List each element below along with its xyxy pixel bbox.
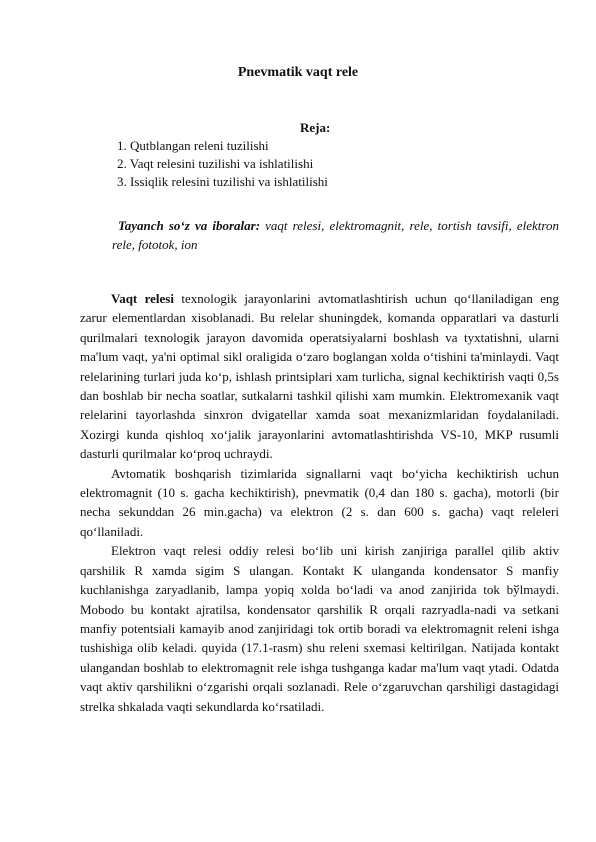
- plan-heading: Reja:: [300, 120, 331, 135]
- keywords-label: Tayanch so‘z va iboralar:: [118, 218, 261, 233]
- keywords-block: [112, 216, 559, 254]
- paragraph: [80, 289, 559, 464]
- paragraph: [80, 464, 559, 542]
- body-text: [80, 289, 559, 716]
- paragraph: [80, 541, 559, 716]
- plan-item: 3. Issiqlik relesini tuzilishi va ishlatilishi: [117, 174, 328, 189]
- paragraph-text: Elektron vaqt relesi oddiy relesi bo‘lib uni kirish zanjiriga parallel qilib aktiv qarshilik R xamda sigim S ulangan. Kontakt K ulanganda kondensator S manfiy kuchlanishga zaryadlanib, lampa yopiq xolda bo‘ladi va anod zanjirida tok bўlmaydi. Mobodo bu kontakt ajratilsa, kondensator qarshilik R orqali razryadla-nadi va setkani manfiy potentsiali kamayib anod zanjiridagi tok ortib boradi va elektromagnit releni ishga tushishiga olib keladi. quyida (17.1-rasm) shu releni sxemasi keltirilgan. Natijada kontakt ulangandan boshlab to elektromagnit rele ishga tushganga kadar ma'lum vaqt ytadi. Odatda vaqt aktiv qarshilikni o‘zgarishi orqali sozlanadi. Rele o‘zgaruvchan qarshiligi dastagidagi strelka shkalada vaqti sekundlarda ko‘rsatiladi.: [80, 543, 559, 714]
- keywords-text: vaqt relesi, elektromagnit, rele, tortish tavsifi, elektron rele, fototok, ion: [112, 218, 560, 252]
- paragraph-lead: Vaqt relesi: [111, 291, 174, 306]
- page-title: Pnevmatik vaqt rele: [237, 65, 359, 80]
- plan-list: [117, 137, 328, 191]
- paragraph-text: texnologik jarayonlarini avtomatlashtirish uchun qo‘llaniladigan eng zarur elementlardan xisoblanadi. Bu relelar shuningdek, komanda opparatlari va dasturli qurilmalari texnologik jarayon davomida operatsiyalarni boshlash va tyxtatishni, ularni ma'lum vaqt, ya'ni optimal sikl oraligida o‘zaro boglangan xolda o‘tishini ta'minlaydi. Vaqt relelarining turlari juda ko‘p, ishlash printsiplari xam turlicha, signal kechiktirish vaqti 0,5s dan boshlab bir necha soatlar, sutkalarni tashkil qilishi xam mumkin. Elektromexanik vaqt relelarini tayorlashda sinxron dvigatellar xamda soat mexanizmlaridan foydalaniladi. Xozirgi kunda qishloq xo‘jalik jarayonlarini avtomatlashtirishda VS-10, MKP rusumli dasturli qurilmalar ko‘proq uchraydi.: [80, 291, 559, 462]
- plan-item: 2. Vaqt relesini tuzilishi va ishlatilishi: [117, 156, 314, 171]
- plan-item: 1. Qutblangan releni tuzilishi: [117, 138, 269, 153]
- paragraph-text: Avtomatik boshqarish tizimlarida signallarni vaqt bo‘yicha kechiktirish uchun elektromagnit (10 s. gacha kechiktirish), pnevmatik (0,4 dan 180 s. gacha), motorli (bir necha sekunddan 26 min.gacha) va elektron (2 s. dan 600 s. gacha) vaqt releleri qo‘llaniladi.: [80, 465, 559, 539]
